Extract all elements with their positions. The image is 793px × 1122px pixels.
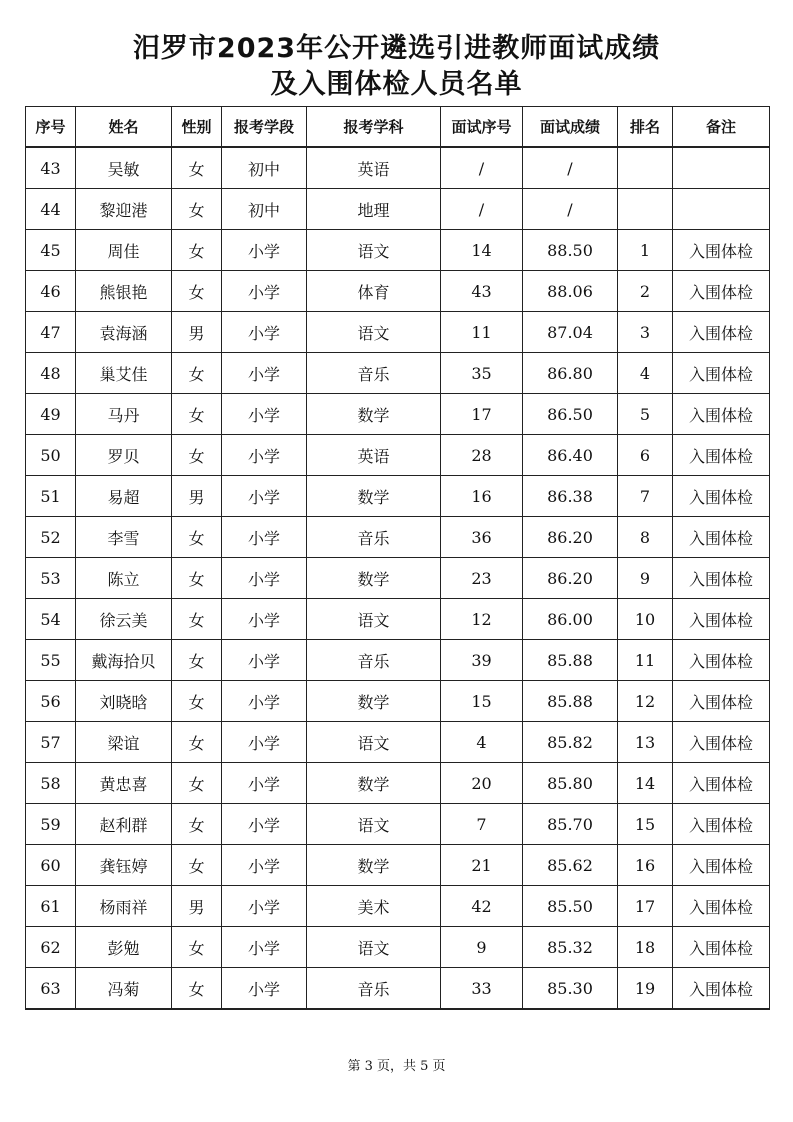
cell-subject: 音乐 — [307, 353, 441, 394]
cell-name: 黄忠喜 — [76, 763, 172, 804]
cell-name: 陈立 — [76, 558, 172, 599]
column-header-interview-number: 面试序号 — [441, 107, 523, 148]
cell-school-level: 小学 — [222, 353, 307, 394]
cell-gender: 女 — [172, 968, 222, 1010]
cell-rank: 12 — [618, 681, 673, 722]
cell-subject: 语文 — [307, 804, 441, 845]
cell-remarks: 入围体检 — [673, 599, 770, 640]
cell-school-level: 小学 — [222, 394, 307, 435]
cell-index: 50 — [26, 435, 76, 476]
cell-gender: 女 — [172, 435, 222, 476]
cell-remarks: 入围体检 — [673, 353, 770, 394]
cell-name: 戴海拾贝 — [76, 640, 172, 681]
cell-interview-number: 20 — [441, 763, 523, 804]
cell-rank: 16 — [618, 845, 673, 886]
cell-name: 黎迎港 — [76, 189, 172, 230]
cell-interview-score: 85.50 — [523, 886, 618, 927]
cell-rank: 3 — [618, 312, 673, 353]
cell-rank: 18 — [618, 927, 673, 968]
column-header-gender: 性别 — [172, 107, 222, 148]
table-row — [26, 968, 770, 1010]
cell-name: 周佳 — [76, 230, 172, 271]
cell-gender: 女 — [172, 353, 222, 394]
cell-gender: 女 — [172, 394, 222, 435]
table-row — [26, 147, 770, 189]
cell-school-level: 小学 — [222, 517, 307, 558]
cell-name: 龚钰婷 — [76, 845, 172, 886]
cell-gender: 女 — [172, 271, 222, 312]
table-row — [26, 558, 770, 599]
cell-interview-score: 86.20 — [523, 558, 618, 599]
cell-name: 熊银艳 — [76, 271, 172, 312]
cell-index: 62 — [26, 927, 76, 968]
cell-school-level: 小学 — [222, 804, 307, 845]
cell-subject: 音乐 — [307, 968, 441, 1010]
cell-interview-number: 15 — [441, 681, 523, 722]
column-header-index: 序号 — [26, 107, 76, 148]
cell-school-level: 小学 — [222, 845, 307, 886]
document-title-line-1: 汨罗市2023年公开遴选引进教师面试成绩 — [132, 33, 661, 64]
table-row — [26, 722, 770, 763]
cell-rank: 9 — [618, 558, 673, 599]
table-row — [26, 845, 770, 886]
cell-remarks: 入围体检 — [673, 804, 770, 845]
cell-name: 徐云美 — [76, 599, 172, 640]
cell-index: 46 — [26, 271, 76, 312]
cell-name: 易超 — [76, 476, 172, 517]
cell-remarks: 入围体检 — [673, 681, 770, 722]
cell-interview-number: 39 — [441, 640, 523, 681]
cell-rank: 14 — [618, 763, 673, 804]
cell-gender: 女 — [172, 230, 222, 271]
column-header-subject: 报考学科 — [307, 107, 441, 148]
column-header-remarks: 备注 — [673, 107, 770, 148]
column-header-rank: 排名 — [618, 107, 673, 148]
cell-subject: 英语 — [307, 147, 441, 189]
cell-remarks: 入围体检 — [673, 230, 770, 271]
cell-interview-number: 23 — [441, 558, 523, 599]
table-row — [26, 312, 770, 353]
cell-rank: 19 — [618, 968, 673, 1010]
cell-remarks: 入围体检 — [673, 640, 770, 681]
cell-gender: 女 — [172, 804, 222, 845]
cell-rank: 7 — [618, 476, 673, 517]
cell-school-level: 小学 — [222, 640, 307, 681]
cell-subject: 体育 — [307, 271, 441, 312]
cell-interview-number: 43 — [441, 271, 523, 312]
table-row — [26, 599, 770, 640]
cell-interview-number: 12 — [441, 599, 523, 640]
cell-index: 47 — [26, 312, 76, 353]
cell-index: 59 — [26, 804, 76, 845]
cell-rank: 5 — [618, 394, 673, 435]
cell-gender: 女 — [172, 147, 222, 189]
cell-interview-number: 14 — [441, 230, 523, 271]
table-header-row — [26, 107, 770, 148]
cell-index: 43 — [26, 147, 76, 189]
cell-name: 马丹 — [76, 394, 172, 435]
cell-school-level: 小学 — [222, 230, 307, 271]
cell-interview-number: 17 — [441, 394, 523, 435]
cell-subject: 语文 — [307, 230, 441, 271]
cell-school-level: 小学 — [222, 681, 307, 722]
cell-name: 罗贝 — [76, 435, 172, 476]
cell-interview-score: 87.04 — [523, 312, 618, 353]
cell-subject: 数学 — [307, 763, 441, 804]
cell-gender: 女 — [172, 722, 222, 763]
cell-remarks: 入围体检 — [673, 722, 770, 763]
cell-interview-number: / — [441, 147, 523, 189]
cell-index: 51 — [26, 476, 76, 517]
cell-interview-score: / — [523, 147, 618, 189]
cell-remarks: 入围体检 — [673, 435, 770, 476]
cell-subject: 数学 — [307, 845, 441, 886]
cell-name: 梁谊 — [76, 722, 172, 763]
cell-school-level: 小学 — [222, 558, 307, 599]
cell-index: 55 — [26, 640, 76, 681]
cell-interview-number: 28 — [441, 435, 523, 476]
cell-remarks: 入围体检 — [673, 394, 770, 435]
table-row — [26, 353, 770, 394]
cell-interview-score: 86.80 — [523, 353, 618, 394]
cell-index: 48 — [26, 353, 76, 394]
cell-gender: 女 — [172, 189, 222, 230]
cell-subject: 美术 — [307, 886, 441, 927]
cell-school-level: 小学 — [222, 927, 307, 968]
cell-interview-number: 4 — [441, 722, 523, 763]
cell-subject: 音乐 — [307, 640, 441, 681]
cell-school-level: 小学 — [222, 722, 307, 763]
cell-index: 63 — [26, 968, 76, 1010]
cell-gender: 女 — [172, 763, 222, 804]
cell-school-level: 初中 — [222, 189, 307, 230]
cell-rank: 15 — [618, 804, 673, 845]
cell-remarks: 入围体检 — [673, 476, 770, 517]
table-row — [26, 517, 770, 558]
cell-interview-number: 21 — [441, 845, 523, 886]
cell-interview-number: 7 — [441, 804, 523, 845]
cell-school-level: 初中 — [222, 147, 307, 189]
cell-index: 53 — [26, 558, 76, 599]
cell-index: 60 — [26, 845, 76, 886]
cell-interview-number: 35 — [441, 353, 523, 394]
cell-remarks: 入围体检 — [673, 763, 770, 804]
cell-school-level: 小学 — [222, 599, 307, 640]
cell-interview-score: 86.40 — [523, 435, 618, 476]
cell-subject: 语文 — [307, 722, 441, 763]
cell-interview-number: 16 — [441, 476, 523, 517]
cell-interview-number: 36 — [441, 517, 523, 558]
cell-index: 56 — [26, 681, 76, 722]
cell-remarks: 入围体检 — [673, 312, 770, 353]
table-row — [26, 763, 770, 804]
cell-rank: 17 — [618, 886, 673, 927]
cell-interview-number: 33 — [441, 968, 523, 1010]
cell-gender: 女 — [172, 640, 222, 681]
cell-interview-number: / — [441, 189, 523, 230]
cell-subject: 英语 — [307, 435, 441, 476]
table-row — [26, 681, 770, 722]
cell-interview-score: 85.32 — [523, 927, 618, 968]
cell-gender: 女 — [172, 558, 222, 599]
cell-rank: 11 — [618, 640, 673, 681]
cell-name: 杨雨祥 — [76, 886, 172, 927]
cell-remarks: 入围体检 — [673, 886, 770, 927]
cell-interview-number: 9 — [441, 927, 523, 968]
cell-interview-score: 88.50 — [523, 230, 618, 271]
cell-name: 冯菊 — [76, 968, 172, 1010]
cell-remarks: 入围体检 — [673, 271, 770, 312]
cell-rank: 1 — [618, 230, 673, 271]
cell-subject: 数学 — [307, 681, 441, 722]
cell-rank: 2 — [618, 271, 673, 312]
cell-name: 巢艾佳 — [76, 353, 172, 394]
table-row — [26, 230, 770, 271]
cell-interview-score: 88.06 — [523, 271, 618, 312]
cell-name: 李雪 — [76, 517, 172, 558]
cell-index: 49 — [26, 394, 76, 435]
cell-interview-score: 85.30 — [523, 968, 618, 1010]
cell-school-level: 小学 — [222, 435, 307, 476]
cell-gender: 男 — [172, 886, 222, 927]
cell-gender: 男 — [172, 312, 222, 353]
cell-subject: 语文 — [307, 599, 441, 640]
cell-subject: 语文 — [307, 927, 441, 968]
cell-remarks — [673, 189, 770, 230]
table-row — [26, 927, 770, 968]
cell-rank: 4 — [618, 353, 673, 394]
cell-name: 袁海涵 — [76, 312, 172, 353]
cell-subject: 数学 — [307, 476, 441, 517]
cell-gender: 女 — [172, 681, 222, 722]
cell-school-level: 小学 — [222, 312, 307, 353]
cell-interview-score: 86.38 — [523, 476, 618, 517]
table-body — [26, 147, 770, 1009]
cell-index: 58 — [26, 763, 76, 804]
cell-name: 彭勉 — [76, 927, 172, 968]
cell-rank: 8 — [618, 517, 673, 558]
cell-interview-score: 85.88 — [523, 640, 618, 681]
column-header-interview-score: 面试成绩 — [523, 107, 618, 148]
cell-subject: 音乐 — [307, 517, 441, 558]
cell-school-level: 小学 — [222, 763, 307, 804]
cell-remarks: 入围体检 — [673, 927, 770, 968]
cell-remarks: 入围体检 — [673, 968, 770, 1010]
cell-interview-number: 42 — [441, 886, 523, 927]
cell-interview-score: 85.62 — [523, 845, 618, 886]
table-row — [26, 476, 770, 517]
cell-gender: 女 — [172, 599, 222, 640]
cell-index: 45 — [26, 230, 76, 271]
cell-subject: 数学 — [307, 394, 441, 435]
page-footer: 第 3 页，共 5 页 — [347, 1059, 446, 1074]
cell-interview-score: 85.80 — [523, 763, 618, 804]
cell-interview-score: 85.82 — [523, 722, 618, 763]
cell-interview-score: 86.50 — [523, 394, 618, 435]
cell-remarks: 入围体检 — [673, 517, 770, 558]
cell-school-level: 小学 — [222, 476, 307, 517]
cell-gender: 男 — [172, 476, 222, 517]
column-header-school-level: 报考学段 — [222, 107, 307, 148]
cell-interview-number: 11 — [441, 312, 523, 353]
table-row — [26, 640, 770, 681]
cell-rank: 6 — [618, 435, 673, 476]
cell-index: 52 — [26, 517, 76, 558]
cell-rank — [618, 189, 673, 230]
cell-interview-score: 86.20 — [523, 517, 618, 558]
cell-rank: 13 — [618, 722, 673, 763]
table-row — [26, 435, 770, 476]
column-header-name: 姓名 — [76, 107, 172, 148]
cell-rank: 10 — [618, 599, 673, 640]
cell-index: 44 — [26, 189, 76, 230]
cell-rank — [618, 147, 673, 189]
cell-index: 61 — [26, 886, 76, 927]
cell-remarks: 入围体检 — [673, 558, 770, 599]
table-row — [26, 804, 770, 845]
cell-subject: 地理 — [307, 189, 441, 230]
cell-remarks — [673, 147, 770, 189]
table-row — [26, 189, 770, 230]
cell-interview-score: 85.70 — [523, 804, 618, 845]
results-table — [25, 106, 770, 1010]
cell-gender: 女 — [172, 517, 222, 558]
document-title-line-2: 及入围体检人员名单 — [270, 69, 523, 100]
cell-name: 吴敏 — [76, 147, 172, 189]
cell-gender: 女 — [172, 845, 222, 886]
table-row — [26, 271, 770, 312]
cell-school-level: 小学 — [222, 886, 307, 927]
cell-gender: 女 — [172, 927, 222, 968]
cell-school-level: 小学 — [222, 968, 307, 1010]
cell-index: 54 — [26, 599, 76, 640]
cell-name: 赵利群 — [76, 804, 172, 845]
table-row — [26, 394, 770, 435]
cell-remarks: 入围体检 — [673, 845, 770, 886]
cell-subject: 语文 — [307, 312, 441, 353]
table-row — [26, 886, 770, 927]
cell-school-level: 小学 — [222, 271, 307, 312]
cell-interview-score: / — [523, 189, 618, 230]
cell-interview-score: 86.00 — [523, 599, 618, 640]
cell-index: 57 — [26, 722, 76, 763]
cell-interview-score: 85.88 — [523, 681, 618, 722]
cell-subject: 数学 — [307, 558, 441, 599]
cell-name: 刘晓晗 — [76, 681, 172, 722]
